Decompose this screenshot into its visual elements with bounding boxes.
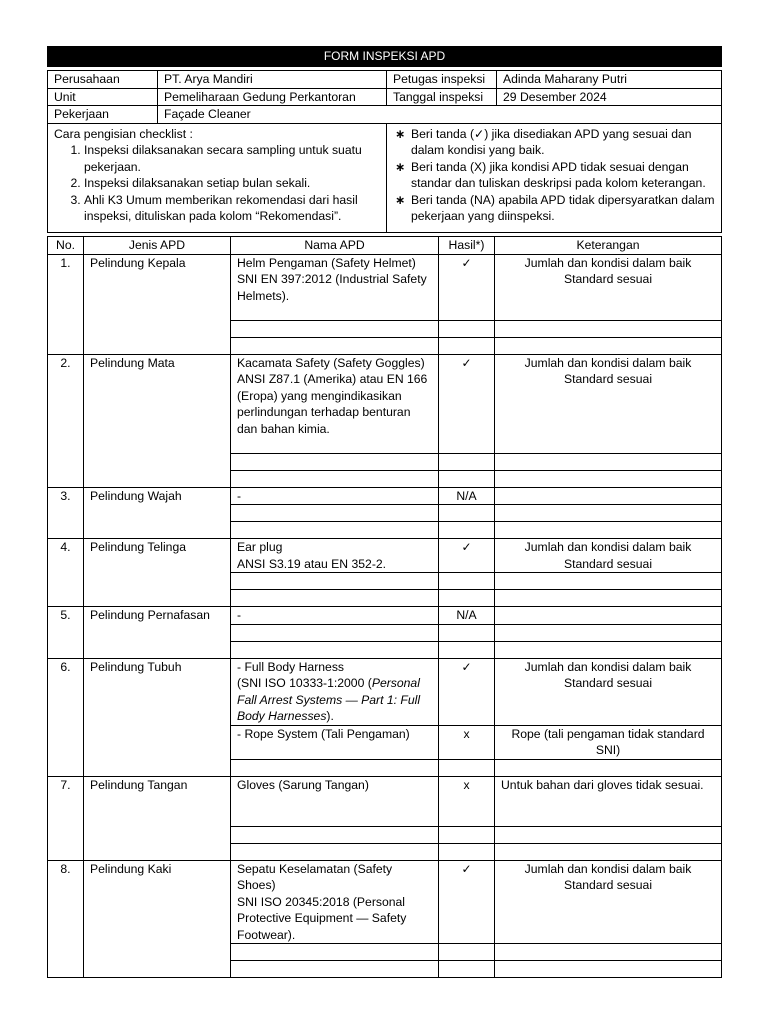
blank-cell xyxy=(231,843,439,860)
item-name xyxy=(231,539,439,573)
item-type: Pelindung Telinga xyxy=(84,539,231,607)
table-row xyxy=(48,607,722,625)
blank-cell xyxy=(495,337,722,354)
blank-cell xyxy=(439,826,495,843)
instructions-legend xyxy=(387,123,722,232)
header-block xyxy=(47,70,721,233)
inspector-label: Petugas inspeksi xyxy=(387,71,497,89)
inspection-table xyxy=(47,46,722,67)
blank-cell xyxy=(231,944,439,961)
unit-label: Unit xyxy=(48,88,158,106)
blank-cell xyxy=(439,759,495,776)
item-note xyxy=(495,607,722,625)
item-name: Kacamata Safety (Safety Goggles) ANSI Z87.1 (Amerika) atau EN 166 (Eropa) yang mengindikasikan perlindungan terhadap benturan dan bahan kimia. xyxy=(231,354,439,453)
instructions-list xyxy=(54,142,382,225)
item-note: Jumlah dan kondisi dalam baik Standard sesuai xyxy=(495,539,722,573)
item-name-line: Ear plug xyxy=(237,540,283,554)
item-type: Pelindung Tubuh xyxy=(84,658,231,776)
blank-cell xyxy=(495,573,722,590)
inspection-form xyxy=(47,46,721,67)
legend-item: ∗ Beri tanda (NA) apabila APD tidak dipersyaratkan dalam pekerjaan yang diinspeksi. xyxy=(393,192,717,225)
blank-cell xyxy=(231,624,439,641)
blank-cell xyxy=(495,320,722,337)
item-name-line: ANSI S3.19 atau EN 352-2. xyxy=(237,556,387,571)
blank-cell xyxy=(439,453,495,470)
blank-cell xyxy=(495,590,722,607)
item-no: 3. xyxy=(48,487,84,539)
item-type: Pelindung Mata xyxy=(84,354,231,487)
instructions-heading: Cara pengisian checklist : xyxy=(54,126,193,141)
company-value: PT. Arya Mandiri xyxy=(158,71,387,89)
col-no: No. xyxy=(48,237,84,255)
item-result: x xyxy=(439,776,495,826)
instruction-step: 2. Inspeksi dilaksanakan setiap bulan sekali. xyxy=(84,175,382,192)
apd-table-block xyxy=(47,236,721,978)
check-icon: ✓ xyxy=(439,354,495,453)
blank-cell xyxy=(231,522,439,539)
blank-cell xyxy=(231,759,439,776)
blank-cell xyxy=(495,826,722,843)
item-name: - xyxy=(231,607,439,625)
item-sub-result: x xyxy=(439,725,495,759)
item-note: Jumlah dan kondisi dalam baik Standard sesuai xyxy=(495,860,722,944)
blank-cell xyxy=(495,944,722,961)
blank-cell xyxy=(439,337,495,354)
company-label: Perusahaan xyxy=(48,71,158,89)
item-sub-name: - Rope System (Tali Pengaman) xyxy=(231,725,439,759)
blank-cell xyxy=(439,944,495,961)
blank-cell xyxy=(495,470,722,487)
item-no: 7. xyxy=(48,776,84,860)
item-type: Pelindung Kaki xyxy=(84,860,231,978)
item-type: Pelindung Pernafasan xyxy=(84,607,231,659)
blank-cell xyxy=(439,961,495,978)
blank-cell xyxy=(495,505,722,522)
blank-cell xyxy=(231,337,439,354)
item-name-part: ). xyxy=(326,709,334,723)
check-icon: ✓ xyxy=(439,860,495,944)
table-row xyxy=(48,254,722,320)
blank-cell xyxy=(495,641,722,658)
item-name xyxy=(231,860,439,944)
blank-cell xyxy=(439,573,495,590)
blank-cell xyxy=(495,759,722,776)
instruction-step: 1. Inspeksi dilaksanakan secara sampling untuk suatu pekerjaan. xyxy=(84,142,382,175)
blank-cell xyxy=(439,505,495,522)
blank-cell xyxy=(439,641,495,658)
date-label: Tanggal inspeksi xyxy=(387,88,497,106)
blank-cell xyxy=(231,961,439,978)
blank-cell xyxy=(439,320,495,337)
item-name-part: (SNI ISO 10333-1:2000 ( xyxy=(237,676,372,690)
blank-cell xyxy=(439,470,495,487)
unit-value: Pemeliharaan Gedung Perkantoran xyxy=(158,88,387,106)
check-icon: ✓ xyxy=(439,539,495,573)
apd-table xyxy=(47,236,722,978)
blank-cell xyxy=(231,453,439,470)
item-type: Pelindung Wajah xyxy=(84,487,231,539)
blank-cell xyxy=(439,843,495,860)
check-icon: ✓ xyxy=(439,658,495,725)
blank-cell xyxy=(231,826,439,843)
blank-cell xyxy=(495,522,722,539)
blank-cell xyxy=(495,961,722,978)
blank-cell xyxy=(439,522,495,539)
item-name: - xyxy=(231,487,439,505)
item-name-line: - Full Body Harness xyxy=(237,659,345,674)
blank-cell xyxy=(231,590,439,607)
blank-cell xyxy=(231,320,439,337)
col-result: Hasil*) xyxy=(439,237,495,255)
table-row xyxy=(48,487,722,505)
job-label: Pekerjaan xyxy=(48,106,158,124)
item-type: Pelindung Kepala xyxy=(84,254,231,354)
col-note: Keterangan xyxy=(495,237,722,255)
legend-item: ∗ Beri tanda (X) jika kondisi APD tidak sesuai dengan standar dan tuliskan deskripsi pada kolom keterangan. xyxy=(393,159,717,192)
blank-cell xyxy=(231,505,439,522)
table-row xyxy=(48,354,722,453)
instruction-step: 3. Ahli K3 Umum memberikan rekomendasi dari hasil inspeksi, dituliskan pada kolom “Rekomendasi”. xyxy=(84,192,382,225)
item-name-italic: Personal Fall Arrest Systems — Part 1: Full Body Harnesses xyxy=(237,676,421,723)
table-row xyxy=(48,860,722,944)
item-name xyxy=(231,658,439,725)
item-no: 4. xyxy=(48,539,84,607)
blank-cell xyxy=(495,624,722,641)
item-note: Jumlah dan kondisi dalam baik Standard sesuai xyxy=(495,254,722,320)
table-row xyxy=(48,539,722,573)
instructions-steps xyxy=(48,123,387,232)
item-sub-note: Rope (tali pengaman tidak standard SNI) xyxy=(495,725,722,759)
item-note xyxy=(495,487,722,505)
item-note: Untuk bahan dari gloves tidak sesuai. xyxy=(495,776,722,826)
table-row xyxy=(48,776,722,826)
item-no: 8. xyxy=(48,860,84,978)
item-no: 2. xyxy=(48,354,84,487)
item-name-line: Sepatu Keselamatan (Safety Shoes) xyxy=(237,861,393,892)
blank-cell xyxy=(495,843,722,860)
col-name: Nama APD xyxy=(231,237,439,255)
col-type: Jenis APD xyxy=(84,237,231,255)
item-name: Gloves (Sarung Tangan) xyxy=(231,776,439,826)
blank-cell xyxy=(439,590,495,607)
item-note: Jumlah dan kondisi dalam baik Standard sesuai xyxy=(495,354,722,453)
item-name-line: SNI ISO 20345:2018 (Personal Protective Equipment — Safety Footwear). xyxy=(237,894,407,942)
item-no: 6. xyxy=(48,658,84,776)
blank-cell xyxy=(439,624,495,641)
item-type: Pelindung Tangan xyxy=(84,776,231,860)
date-value: 29 Desember 2024 xyxy=(497,88,722,106)
form-title: FORM INSPEKSI APD xyxy=(48,47,722,67)
table-row xyxy=(48,658,722,725)
item-name: Helm Pengaman (Safety Helmet) SNI EN 397:2012 (Industrial Safety Helmets). xyxy=(231,254,439,320)
item-name-line xyxy=(237,675,432,725)
legend-item: ∗ Beri tanda (✓) jika disediakan APD yang sesuai dan dalam kondisi yang baik. xyxy=(393,126,717,159)
blank-cell xyxy=(231,641,439,658)
item-no: 5. xyxy=(48,607,84,659)
item-result: N/A xyxy=(439,607,495,625)
blank-cell xyxy=(231,573,439,590)
item-result: N/A xyxy=(439,487,495,505)
item-no: 1. xyxy=(48,254,84,354)
item-note: Jumlah dan kondisi dalam baik Standard sesuai xyxy=(495,658,722,725)
blank-cell xyxy=(495,453,722,470)
job-value: Façade Cleaner xyxy=(158,106,722,124)
blank-cell xyxy=(231,470,439,487)
inspector-value: Adinda Maharany Putri xyxy=(497,71,722,89)
check-icon: ✓ xyxy=(439,254,495,320)
